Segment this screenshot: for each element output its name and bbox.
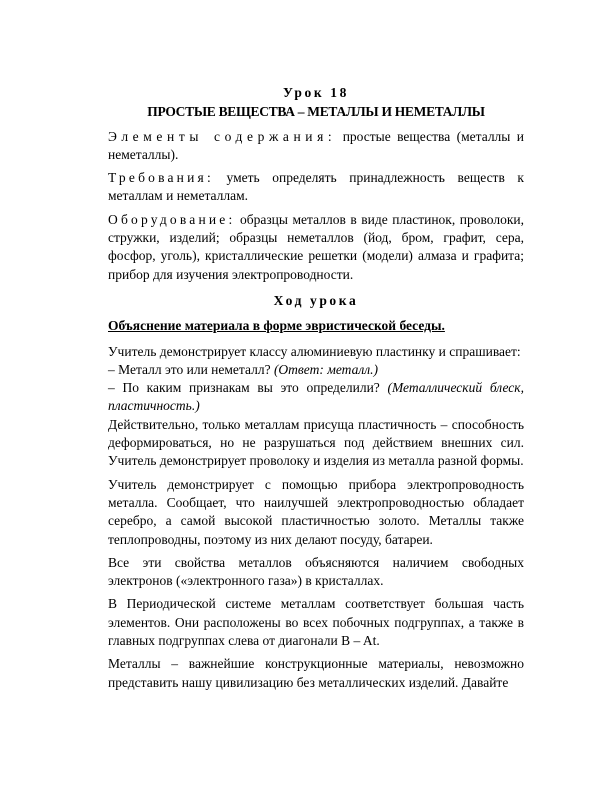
paragraph-construction-materials: Металлы – важнейшие конструкционные материалы, невозможно представить нашу цивилизацию без металлических изделий. Давайте [108,656,524,690]
question-metal-or-nonmetal [108,361,524,379]
equipment-label: Оборудование: [108,211,236,227]
requirements-text: уметь определять принадлежность веществ к металлам и неметаллам. [108,170,524,204]
requirements-paragraph [108,169,524,206]
paragraph-conductivity: Учитель демонстрирует с помощью прибора электропроводность металла. Сообщает, что наилучшей электропроводностью обладает серебро, а самой высокой пластичностью золото. Металлы также теплопроводны, поэтому из них делают посуду, батареи. [108,476,524,547]
paragraph-plasticity: Действительно, только металлам присуща пластичность – способность деформироваться, но не разрушаться под действием внешних сил. Учитель демонстрирует проволоку и изделия из металла разной формы. [108,416,524,469]
course-heading-text: Ход урока [273,292,359,308]
content-elements-label: Элементы содержания: [108,128,337,144]
paragraph-demonstrates-plate: Учитель демонстрирует классу алюминиевую пластинку и спрашивает: [108,343,521,359]
question-1-answer: (Ответ: металл.) [273,361,378,377]
lesson-subtitle: ПРОСТЫЕ ВЕЩЕСТВА – МЕТАЛЛЫ И НЕМЕТАЛЛЫ [147,104,485,120]
question-which-features [108,379,524,416]
requirements-label: Требования: [108,170,214,186]
equipment-text: образцы металлов в виде пластинок, проволоки, стружки, изделий; образцы неметаллов (йод, бром, графит, сера, фосфор, уголь), кристаллические решетки (модели) алмаза и графита; прибор для изучения электропроводности. [108,211,524,282]
content-elements-text: простые вещества (металлы и неметаллы). [108,128,524,162]
section-heading: Объяснение материала в форме эвристической беседы. [108,318,445,334]
paragraph-periodic-system: В Периодической системе металлам соответствует большая часть элементов. Они расположены во всех побочных подгруппах, а также в главных подгруппах слева от диагонали B – At. [108,596,524,649]
question-2-answer: (Металлический блеск, пластичность.) [108,380,524,414]
lesson-title [108,84,524,102]
paragraph-electron-gas: Все эти свойства металлов объясняются наличием свободных электронов («электронного газа») в кристаллах. [108,554,524,589]
lesson-page [108,84,524,697]
lesson-title-text: Урок 18 [283,85,349,100]
question-1-text: – Металл это или неметалл? [108,361,274,377]
course-heading [108,292,524,310]
question-2-text: – По каким признакам вы это определили? [108,380,388,396]
equipment-paragraph [108,211,524,284]
content-elements-paragraph [108,128,524,165]
